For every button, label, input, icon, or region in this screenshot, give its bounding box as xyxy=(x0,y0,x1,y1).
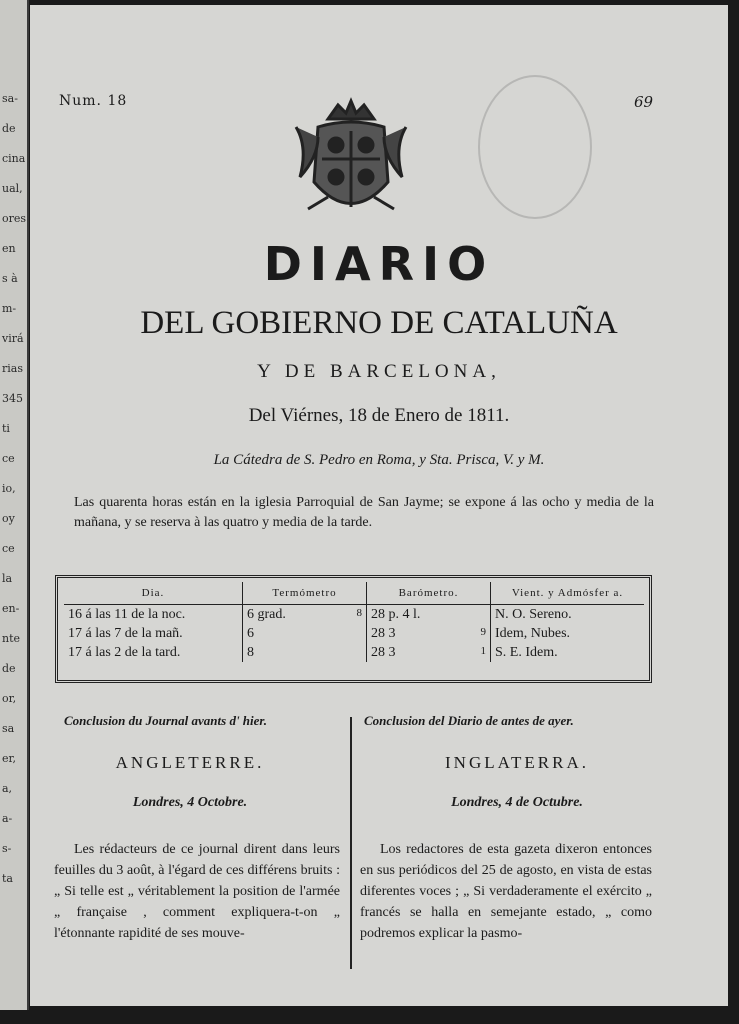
spanish-dateline: Londres, 4 de Octubre. xyxy=(451,795,583,810)
royal-coat-of-arms-icon xyxy=(288,97,414,227)
margin-fragment: sa- xyxy=(2,92,18,105)
margin-fragment: 345 xyxy=(2,392,23,405)
row-thermometer: 8 xyxy=(243,643,367,662)
row-thermometer: 6 xyxy=(243,624,367,643)
row-day: 17 á las 2 de la tard. xyxy=(68,644,181,660)
margin-fragment: ce xyxy=(2,452,15,465)
newspaper-subtitle-city: Y DE BARCELONA, xyxy=(257,361,501,382)
margin-fragment: de xyxy=(2,122,16,135)
margin-fragment: io, xyxy=(2,482,16,495)
margin-fragment: ce xyxy=(2,542,15,555)
weather-table xyxy=(55,575,652,683)
margin-fragment: nte xyxy=(2,632,21,645)
newspaper-page xyxy=(30,5,728,1006)
page-number: 69 xyxy=(634,93,654,111)
margin-fragment: rias xyxy=(2,362,23,375)
spanish-column-heading: Conclusion del Diario de antes de ayer. xyxy=(364,713,574,728)
margin-fragment: en- xyxy=(2,602,20,615)
margin-fragment: sa xyxy=(2,722,15,735)
margin-fragment: de xyxy=(2,662,16,675)
table-header-thermometer: Termómetro xyxy=(243,582,367,605)
issue-number: Num. 18 xyxy=(59,93,128,109)
row-wind: N. O. Sereno. xyxy=(491,605,645,625)
row-barometer: 28 p. 4 l. xyxy=(367,605,491,625)
french-country: ANGLETERRE. xyxy=(115,753,265,772)
table-header-wind: Vient. y Admósfer a. xyxy=(491,582,645,605)
spanish-country: INGLATERRA. xyxy=(445,753,589,772)
issue-date: Del Viérnes, 18 de Enero de 1811. xyxy=(248,405,510,426)
french-column-heading: Conclusion du Journal avants d' hier. xyxy=(64,713,268,728)
margin-fragment: ta xyxy=(2,872,13,885)
row-barometer: 28 3 9 xyxy=(367,624,491,643)
library-stamp xyxy=(478,75,592,219)
row-wind: S. E. Idem. xyxy=(491,643,645,662)
margin-fragment: s à xyxy=(2,272,18,285)
table-row xyxy=(64,605,644,625)
french-article-text: Les rédacteurs de ce journal dirent dans leurs feuilles du 3 août, à l'égard de ces différens bruits : „ Si telle est „ véritablement la position de l'armée „ française , comment expliquera-t-on „ l'étonnante rapidité de ses mouve- xyxy=(54,842,340,941)
margin-fragment: a- xyxy=(2,812,13,825)
table-row xyxy=(64,624,644,643)
table-row xyxy=(64,643,644,662)
row-wind: Idem, Nubes. xyxy=(491,624,645,643)
margin-fragment: a, xyxy=(2,782,13,795)
margin-fragment: m- xyxy=(2,302,17,315)
margin-fragment: ti xyxy=(2,422,10,435)
newspaper-subtitle: DEL GOBIERNO DE CATALUÑA xyxy=(140,305,618,341)
margin-fragment: oy xyxy=(2,512,15,525)
margin-fragment: la xyxy=(2,572,13,585)
margin-fragment: ual, xyxy=(2,182,23,195)
french-dateline: Londres, 4 Octobre. xyxy=(132,795,248,810)
row-day: 17 á las 7 de la mañ. xyxy=(68,625,183,641)
margin-fragment: s- xyxy=(2,842,12,855)
table-header-barometer: Barómetro. xyxy=(367,582,491,605)
row-day: 16 á las 11 de la noc. xyxy=(68,606,186,622)
row-thermometer: 6 grad. 8 xyxy=(243,605,367,625)
church-notice: Las quarenta horas están en la iglesia Parroquial de San Jayme; se expone á las ocho y media de la mañana, y se reserva à las quatro y media de la tarde. xyxy=(74,495,654,530)
margin-fragment: virá xyxy=(2,332,24,345)
table-header-day: Dia. xyxy=(64,582,243,605)
margin-fragment: er, xyxy=(2,752,17,765)
margin-fragment: ores xyxy=(2,212,27,225)
saints-of-the-day: La Cátedra de S. Pedro en Roma, y Sta. Prisca, V. y M. xyxy=(213,452,545,468)
newspaper-title: DIARIO xyxy=(263,237,495,291)
spanish-article-text: Los redactores de esta gazeta dixeron entonces en sus periódicos del 25 de agosto, en vista de estas diferentes voces ; „ Si verdaderamente el exército „ francés se halla en semejante estado, „ como podremos explicar la pasmo- xyxy=(360,842,652,941)
margin-fragment: or, xyxy=(2,692,17,705)
adjacent-page-edge xyxy=(0,0,29,1010)
margin-fragment: en xyxy=(2,242,16,255)
margin-fragment: cina xyxy=(2,152,26,165)
row-barometer: 28 3 1 xyxy=(367,643,491,662)
